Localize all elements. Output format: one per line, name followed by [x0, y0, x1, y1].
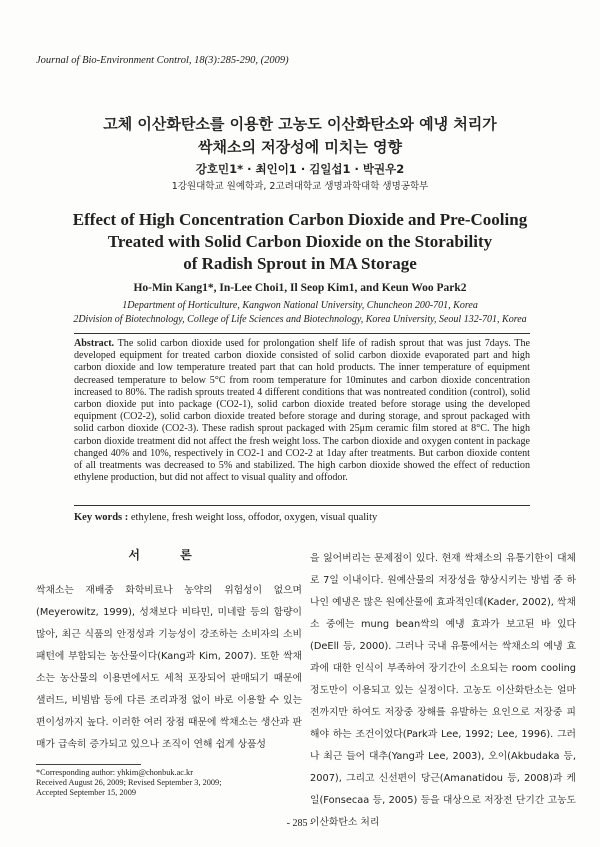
abstract-label: Abstract.	[74, 338, 115, 349]
keywords-text: ethylene, fresh weight loss, offodor, oxygen, visual quality	[130, 512, 378, 523]
english-title-line1: Effect of High Concentration Carbon Dioxide and Pre-Cooling	[72, 210, 528, 229]
abstract-top-rule	[74, 333, 530, 334]
korean-title-line2: 싹채소의 저장성에 미치는 영향	[197, 138, 403, 156]
english-authors: Ho-Min Kang1*, In-Lee Choi1, Il Seop Kim1, and Keun Woo Park2	[133, 282, 467, 294]
english-title-line2: Treated with Solid Carbon Dioxide on the Storability	[107, 232, 493, 251]
footnote-rule	[36, 764, 141, 765]
english-affiliation-1: 1Department of Horticulture, Kangwon National University, Chuncheon 200-701, Korea	[122, 300, 478, 311]
body-column-left: 싹채소는 재배중 화학비료나 농약의 위험성이 없으며(Meyerowitz, 1999), 성채보다 비타민, 미네랄 등의 함량이 많아, 최근 식품의 안정성과 기능성이 강조하는 소비자의 소비패턴에 부합되는 농산물이다(Kang과 Kim, 2007). 또한 싹채소는 농산물의 이용면에서도 세척 포장되어 판매되기 때문에 샐러드, 비빔밥 등에 다른 조리과정 없이 바로 이용할 수 있는 편이성까지 높다. 이러한 여러 장점 때문에 싹채소는 생산과 판매가 급속히 증가되고 있으나 조직이 연해 쉽게 상품성	[36, 585, 302, 750]
english-affiliation-2: 2Division of Biotechnology, College of Life Sciences and Biotechnology, Korea University, Seoul 132-701, Korea	[73, 314, 527, 325]
abstract-bottom-rule	[74, 505, 530, 506]
abstract-text: The solid carbon dioxide used for prolongation shelf life of radish sprout that was just 7days. The developed equipment for treated carbon dioxide consisted of solid carbon dioxide evaporated part and high carbon dioxide and low temperature treated part that can hold products. The inner temperature of equipment decreased temperature to below 5°C from room temperature for 10minutes and carbon dioxide concentration increased to 80%. The radish sprouts treated 4 different conditions that was nontreated condition (control), solid carbon dioxide put into package (CO2-1), solid carbon dioxide treated before storage using the developed equipment (CO2-2), solid carbon dioxide treated before storage and during storage, and sprout packaged with solid carbon dioxide (CO2-3). These radish sprout packaged with 25μm ceramic film stored at 8°C. The high carbon dioxide treatment did not affect the fresh weight loss. The carbon dioxide and oxygen content in package changed 40% and 10%, respectively in CO2-1 and CO2-2 at 1day after treatments. But carbon dioxide content of all treatments was decreased to 5% and stabilized. The high carbon dioxide showed the effect of reduction ethylene production, but did not affect to visual quality and offodor.	[74, 338, 531, 484]
keywords	[74, 512, 377, 523]
abstract	[74, 338, 530, 484]
footnote	[36, 768, 222, 797]
body-column-right: 을 잃어버리는 문제점이 있다. 현재 싹채소의 유통기한이 대체로 7일 이내이다. 원예산물의 저장성을 향상시키는 방법 중 하나인 예냉은 많은 원예산물에 효과적인데(Kader, 2002), 싹채소 중에는 mung bean싹의 예냉 효과가 보고된 바 있다(DeEll 등, 2000). 그러나 국내 유통에서는 싹채소의 예냉 효과에 대한 인식이 부족하여 장기간이 소요되는 room cooling 정도만이 이용되고 있는 실정이다. 고농도 이산화탄소는 얼마 전까지만 하여도 저장중 장해를 유발하는 요인으로 저장중 피해야 하는 조건이었다(Park과 Lee, 1992; Lee, 1996). 그러나 최근 들어 대추(Yang과 Lee, 2003), 오이(Akbudaka 등, 2007), 그리고 신선편이 당근(Amanatidou 등, 2008)과 케일(Fonsecaa 등, 2005) 등을 대상으로 저장전 단기간 고농도 이산화탄소 처리	[310, 553, 576, 828]
korean-title-line1: 고체 이산화탄소를 이용한 고농도 이산화탄소와 예냉 처리가	[103, 115, 497, 133]
korean-affiliations: 1강원대학교 원예학과, 2고려대학교 생명과학대학 생명공학부	[171, 181, 429, 192]
korean-authors: 강호민1* · 최인이1 · 김일섭1 · 박권우2	[195, 162, 405, 176]
footnote-received: Received August 26, 2009; Revised September 3, 2009;	[36, 777, 222, 787]
page-number: - 285 -	[286, 818, 314, 829]
footnote-accepted: Accepted September 15, 2009	[36, 787, 136, 797]
journal-citation: Journal of Bio-Environment Control, 18(3):285-290, (2009)	[36, 55, 289, 66]
keywords-label: Key words :	[74, 512, 129, 523]
footnote-corresponding-author: *Corresponding author: yhkim@chonbuk.ac.kr	[36, 768, 193, 777]
section-heading-introduction: 서 론	[128, 548, 210, 562]
english-title-line3: of Radish Sprout in MA Storage	[183, 254, 417, 273]
